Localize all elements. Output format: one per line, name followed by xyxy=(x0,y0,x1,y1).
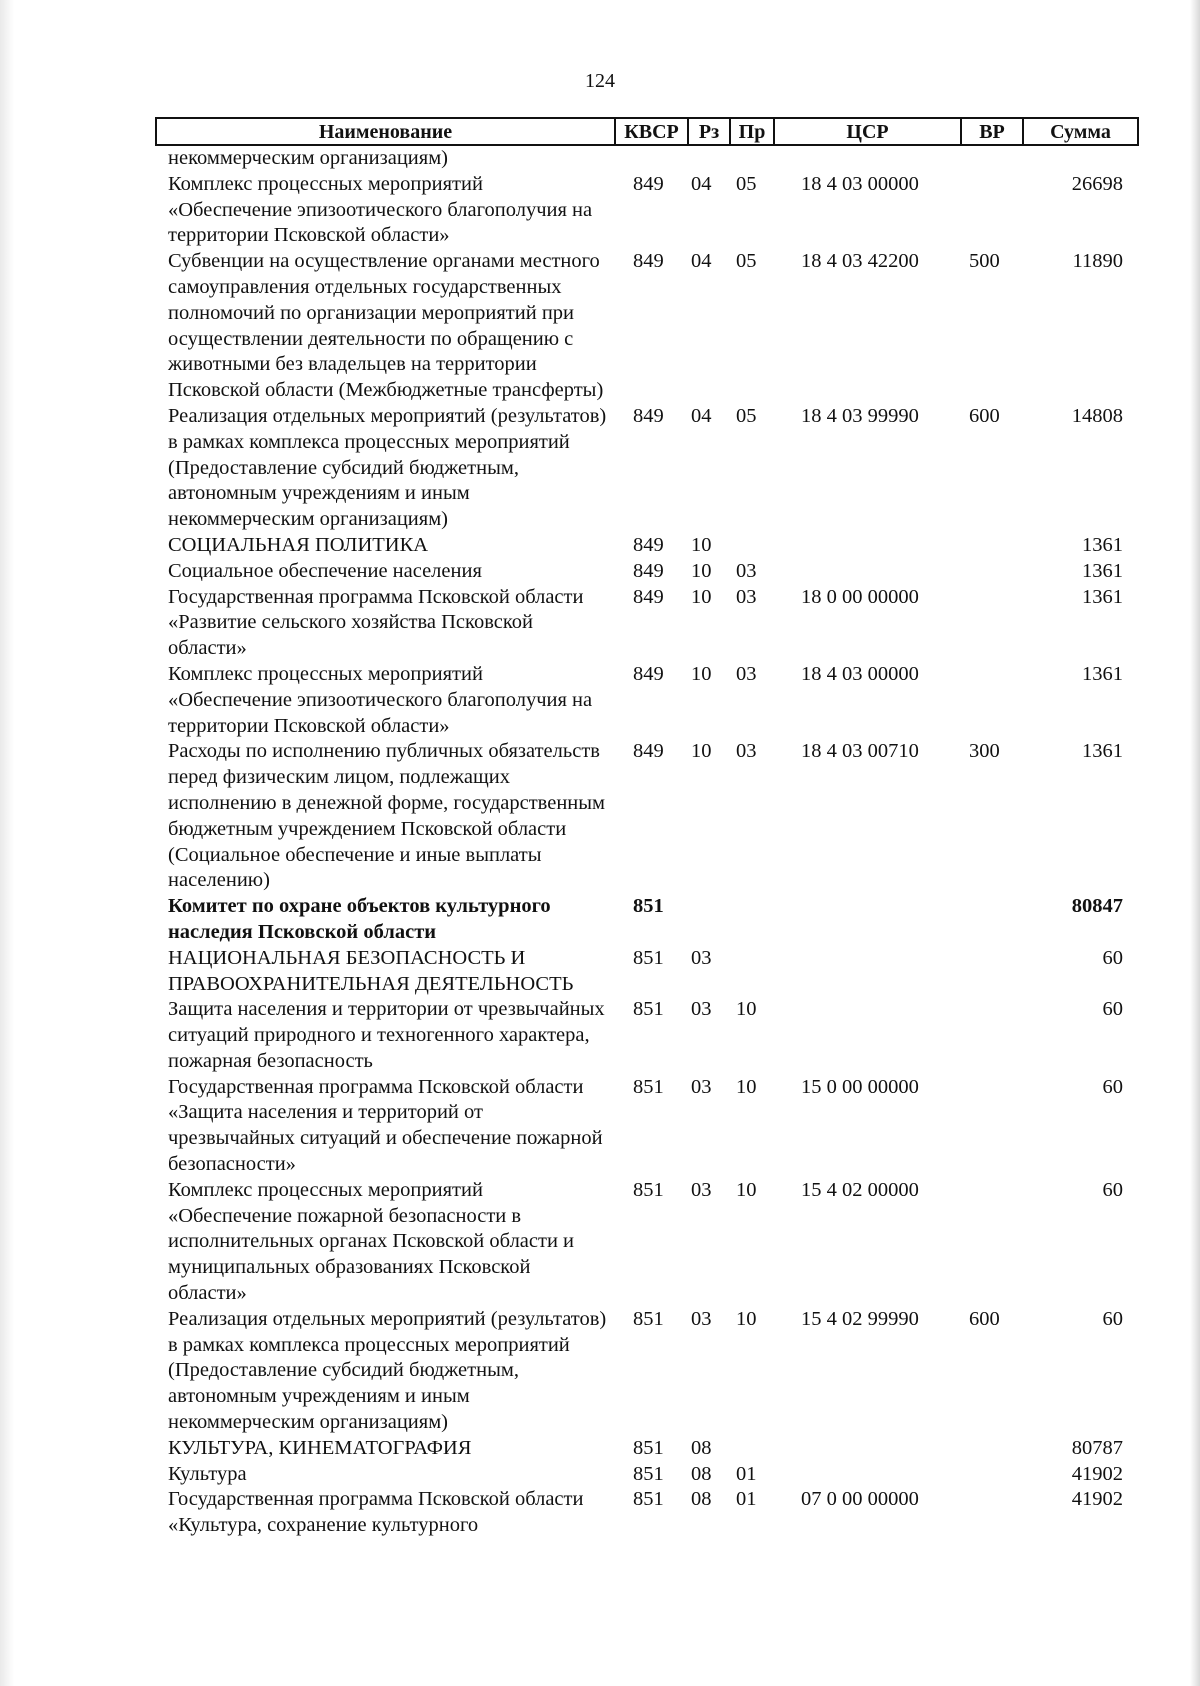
cell-csr xyxy=(774,997,961,1074)
cell-rz xyxy=(688,145,730,172)
cell-name: НАЦИОНАЛЬНАЯ БЕЗОПАСНОСТЬ И ПРАВООХРАНИТЕЛЬНАЯ ДЕЯТЕЛЬНОСТЬ xyxy=(168,946,574,995)
cell-rz: 03 xyxy=(691,1075,712,1098)
table-body xyxy=(156,145,1138,1539)
column-header-pr: Пр xyxy=(730,118,774,145)
column-header-kvsr: КВСР xyxy=(615,118,688,145)
cell-sum: 1361 xyxy=(1082,559,1123,582)
cell-csr: 18 4 03 00710 xyxy=(801,740,919,763)
cell-rz: 08 xyxy=(691,1436,712,1459)
cell-kvsr: 851 xyxy=(633,1462,664,1485)
cell-sum: 60 xyxy=(1102,946,1123,969)
cell-sum: 60 xyxy=(1102,1075,1123,1098)
cell-name: Государственная программа Псковской области «Культура, сохранение культурного xyxy=(168,1488,584,1537)
cell-name: Комплекс процессных мероприятий «Обеспечение пожарной безопасности в исполнительных органах Псковской области и муниципальных образованиях Псковской области» xyxy=(168,1178,575,1305)
cell-pr: 10 xyxy=(736,1075,757,1098)
cell-vr: 300 xyxy=(969,740,1000,763)
cell-name: Защита населения и территории от чрезвычайных ситуаций природного и техногенного характера, пожарная безопасность xyxy=(168,998,605,1072)
cell-csr: 18 4 03 99990 xyxy=(801,404,919,427)
table-row xyxy=(156,1436,1138,1462)
cell-pr: 01 xyxy=(736,1488,757,1511)
cell-csr: 15 4 02 00000 xyxy=(801,1178,919,1201)
column-header-name: Наименование xyxy=(156,118,615,145)
cell-name: Комплекс процессных мероприятий «Обеспечение эпизоотического благополучия на территории Псковской области» xyxy=(168,662,593,737)
table-row xyxy=(156,172,1138,249)
cell-name: СОЦИАЛЬНАЯ ПОЛИТИКА xyxy=(168,533,429,556)
cell-rz: 10 xyxy=(691,559,712,582)
cell-pr: 01 xyxy=(736,1462,757,1485)
cell-pr: 03 xyxy=(736,740,757,763)
cell-sum: 1361 xyxy=(1082,585,1123,608)
cell-kvsr: 849 xyxy=(633,404,664,427)
cell-vr: 600 xyxy=(969,404,1000,427)
cell-rz: 10 xyxy=(691,662,712,685)
cell-pr xyxy=(730,145,774,172)
cell-vr: 500 xyxy=(969,250,1000,273)
cell-sum: 1361 xyxy=(1082,533,1123,556)
cell-csr xyxy=(774,533,961,559)
cell-kvsr: 851 xyxy=(633,998,664,1021)
cell-csr xyxy=(774,1436,961,1462)
table-row xyxy=(156,739,1138,894)
cell-rz: 03 xyxy=(691,1307,712,1330)
table-row xyxy=(156,533,1138,559)
table-row xyxy=(156,585,1138,662)
scan-edge-left xyxy=(0,0,14,1686)
cell-vr xyxy=(961,1436,1023,1462)
table-row xyxy=(156,662,1138,739)
cell-vr xyxy=(961,172,1023,249)
cell-sum: 1361 xyxy=(1082,662,1123,685)
cell-rz: 04 xyxy=(691,172,712,195)
cell-csr xyxy=(774,894,961,946)
cell-sum: 1361 xyxy=(1082,740,1123,763)
cell-kvsr: 851 xyxy=(633,946,664,969)
cell-rz: 10 xyxy=(691,533,712,556)
cell-name: Комитет по охране объектов культурного наследия Псковской области xyxy=(168,895,551,943)
cell-csr: 18 4 03 00000 xyxy=(801,662,919,685)
column-header-sum: Сумма xyxy=(1023,118,1138,145)
cell-rz: 08 xyxy=(691,1462,712,1485)
table-row xyxy=(156,1462,1138,1488)
cell-csr xyxy=(774,946,961,998)
cell-csr: 18 4 03 00000 xyxy=(801,172,919,195)
table-row xyxy=(156,894,1138,946)
column-header-csr: ЦСР xyxy=(774,118,961,145)
cell-kvsr: 851 xyxy=(633,1178,664,1201)
cell-kvsr: 851 xyxy=(633,895,664,918)
cell-csr: 18 4 03 42200 xyxy=(801,250,919,273)
cell-rz: 04 xyxy=(691,404,712,427)
cell-rz: 08 xyxy=(691,1488,712,1511)
cell-sum: 11890 xyxy=(1072,250,1123,273)
table-row xyxy=(156,559,1138,585)
cell-kvsr xyxy=(615,145,688,172)
cell-rz: 10 xyxy=(691,585,712,608)
cell-vr xyxy=(961,997,1023,1074)
cell-name: Культура xyxy=(168,1462,247,1485)
cell-name: Субвенции на осуществление органами местного самоуправления отдельных государственных полномочий по организации мероприятий при осуществлении деятельности по обращению с животными без владельцев на территории Псковской области (Межбюджетные трансферты) xyxy=(168,250,604,402)
cell-pr: 10 xyxy=(736,998,757,1021)
table-row xyxy=(156,1487,1138,1539)
cell-pr xyxy=(730,1436,774,1462)
cell-name: Реализация отдельных мероприятий (результатов) в рамках комплекса процессных мероприятий (Предоставление субсидий бюджетным, автономным учреждениям и иным некоммерческим организациям) xyxy=(168,404,607,531)
cell-kvsr: 849 xyxy=(633,740,664,763)
cell-pr: 05 xyxy=(736,404,757,427)
budget-table xyxy=(155,117,1139,1539)
cell-pr: 03 xyxy=(736,559,757,582)
cell-csr xyxy=(774,559,961,585)
cell-vr: 600 xyxy=(969,1307,1000,1330)
cell-name: Реализация отдельных мероприятий (результатов) в рамках комплекса процессных мероприятий (Предоставление субсидий бюджетным, автономным учреждениям и иным некоммерческим организациям) xyxy=(168,1307,607,1434)
cell-name: Комплекс процессных мероприятий «Обеспечение эпизоотического благополучия на территории Псковской области» xyxy=(168,172,593,247)
cell-vr xyxy=(961,1178,1023,1307)
cell-kvsr: 851 xyxy=(633,1488,664,1511)
cell-rz: 03 xyxy=(691,946,712,969)
cell-vr xyxy=(961,145,1023,172)
cell-sum: 14808 xyxy=(1071,404,1123,427)
cell-vr xyxy=(961,946,1023,998)
table-row xyxy=(156,249,1138,404)
table-row xyxy=(156,1307,1138,1436)
cell-csr xyxy=(774,1462,961,1488)
table-row xyxy=(156,1075,1138,1178)
cell-pr: 05 xyxy=(736,172,757,195)
cell-sum: 60 xyxy=(1102,998,1123,1021)
cell-kvsr: 849 xyxy=(633,559,664,582)
cell-pr: 03 xyxy=(736,585,757,608)
cell-pr: 03 xyxy=(736,662,757,685)
table-row xyxy=(156,145,1138,172)
cell-sum: 60 xyxy=(1102,1178,1123,1201)
cell-rz xyxy=(688,894,730,946)
cell-sum: 26698 xyxy=(1071,172,1123,195)
cell-vr xyxy=(961,1487,1023,1539)
table-row xyxy=(156,997,1138,1074)
column-header-rz: Рз xyxy=(688,118,730,145)
cell-kvsr: 851 xyxy=(633,1307,664,1330)
cell-rz: 03 xyxy=(691,998,712,1021)
cell-csr: 15 4 02 99990 xyxy=(801,1307,919,1330)
page-number: 124 xyxy=(585,70,615,92)
cell-vr xyxy=(961,533,1023,559)
cell-sum: 60 xyxy=(1102,1307,1123,1330)
cell-sum: 80787 xyxy=(1071,1436,1123,1459)
cell-vr xyxy=(961,559,1023,585)
cell-kvsr: 849 xyxy=(633,172,664,195)
cell-sum: 80847 xyxy=(1071,895,1123,918)
cell-csr: 18 0 00 00000 xyxy=(801,585,919,608)
cell-vr xyxy=(961,1075,1023,1178)
cell-name: КУЛЬТУРА, КИНЕМАТОГРАФИЯ xyxy=(168,1436,472,1459)
cell-rz: 04 xyxy=(691,250,712,273)
cell-kvsr: 849 xyxy=(633,585,664,608)
cell-rz: 10 xyxy=(691,740,712,763)
cell-kvsr: 851 xyxy=(633,1075,664,1098)
cell-name: Социальное обеспечение населения xyxy=(168,559,482,582)
cell-pr xyxy=(730,946,774,998)
cell-vr xyxy=(961,1462,1023,1488)
cell-rz: 03 xyxy=(691,1178,712,1201)
cell-vr xyxy=(961,585,1023,662)
cell-pr: 05 xyxy=(736,250,757,273)
cell-sum: 41902 xyxy=(1071,1462,1123,1485)
table-row xyxy=(156,1178,1138,1307)
cell-name: Государственная программа Псковской области «Развитие сельского хозяйства Псковской области» xyxy=(168,585,584,660)
cell-csr: 15 0 00 00000 xyxy=(801,1075,919,1098)
cell-name: некоммерческим организациям) xyxy=(168,147,448,169)
cell-vr xyxy=(961,894,1023,946)
cell-name: Государственная программа Псковской области «Защита населения и территорий от чрезвычайных ситуаций и обеспечение пожарной безопасности» xyxy=(168,1075,603,1176)
cell-sum: 41902 xyxy=(1071,1488,1123,1511)
cell-kvsr: 849 xyxy=(633,533,664,556)
cell-csr xyxy=(774,145,961,172)
cell-name: Расходы по исполнению публичных обязательств перед физическим лицом, подлежащих исполнению в денежной форме, государственным бюджетным учреждением Псковской области (Социальное обеспечение и иные выплаты населению) xyxy=(168,740,606,892)
column-header-vr: ВР xyxy=(961,118,1023,145)
table-row xyxy=(156,946,1138,998)
cell-kvsr: 849 xyxy=(633,662,664,685)
cell-kvsr: 849 xyxy=(633,250,664,273)
cell-sum xyxy=(1023,145,1138,172)
table-header-row xyxy=(156,118,1138,145)
cell-csr: 07 0 00 00000 xyxy=(801,1488,919,1511)
cell-pr: 10 xyxy=(736,1178,757,1201)
scan-edge-right xyxy=(1190,0,1200,1686)
cell-pr: 10 xyxy=(736,1307,757,1330)
cell-pr xyxy=(730,894,774,946)
cell-pr xyxy=(730,533,774,559)
table-row xyxy=(156,404,1138,533)
cell-vr xyxy=(961,662,1023,739)
cell-kvsr: 851 xyxy=(633,1436,664,1459)
